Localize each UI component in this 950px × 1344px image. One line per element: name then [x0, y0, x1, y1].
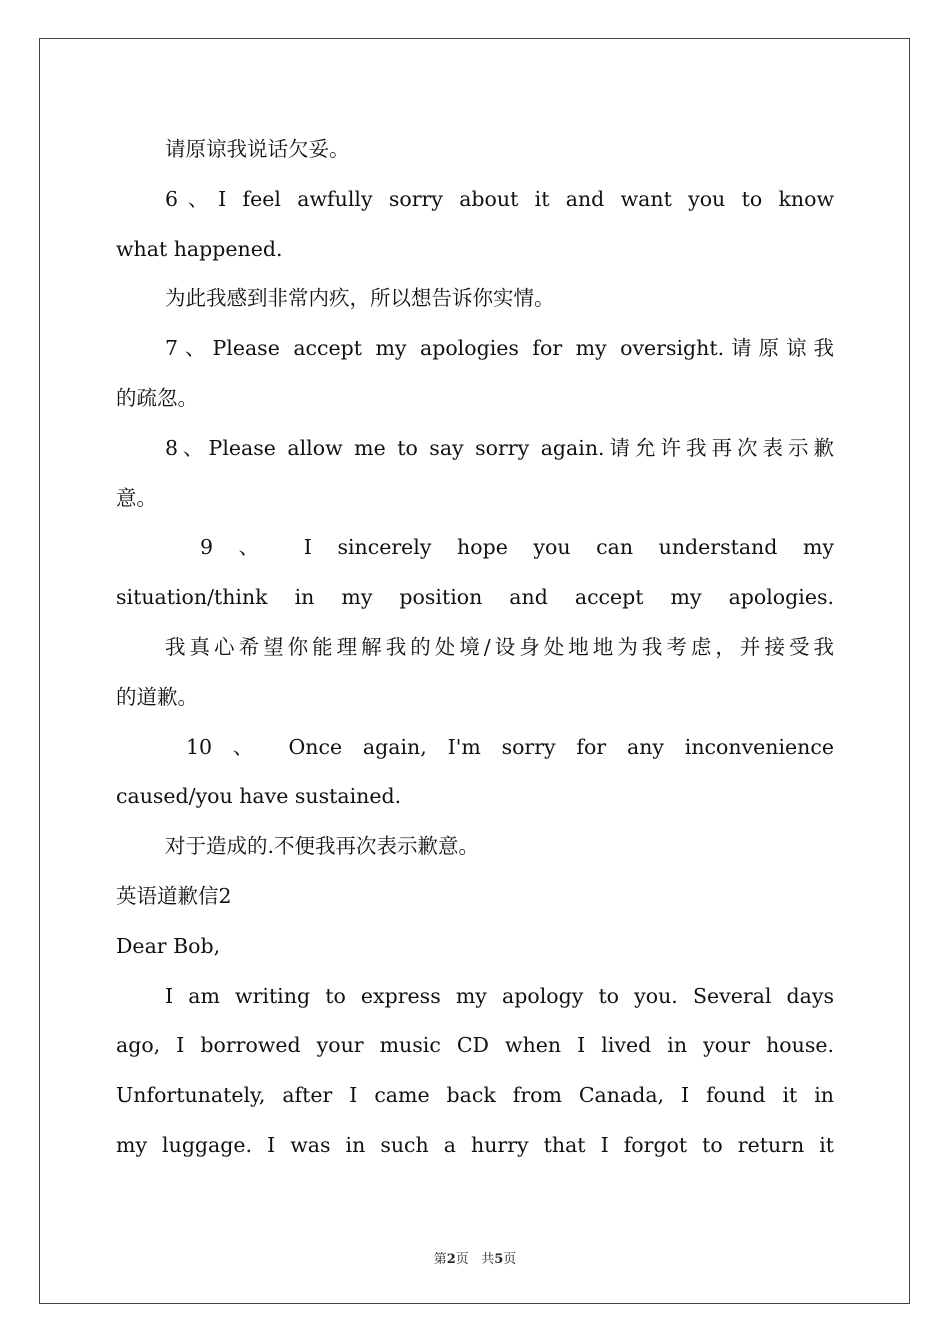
text-line: 为此我感到非常内疚，所以想告诉你实情。	[165, 286, 555, 311]
text-line: 我真心希望你能理解我的处境/设身处地地为我考虑，并接受我	[165, 634, 834, 659]
section-heading: 英语道歉信2	[116, 883, 232, 908]
text-line: 意。	[116, 485, 157, 510]
text-line: what happened.	[116, 236, 283, 261]
total-pages: 5	[494, 1252, 504, 1267]
salutation: Dear Bob,	[116, 933, 221, 958]
text-line: 7、Please accept my apologies for my oversight.请原谅我	[165, 336, 834, 361]
text-line: 9 、 I sincerely hope you can understand my	[200, 535, 834, 560]
text-line: my luggage. I was in such a hurry that I forgot to return it	[116, 1132, 834, 1157]
document-body	[116, 125, 834, 1171]
text-line: caused/you have sustained.	[116, 784, 402, 809]
total-prefix: 共	[481, 1252, 495, 1267]
text-line: Unfortunately, after I came back from Canada, I found it in	[116, 1083, 834, 1108]
page-prefix: 第	[433, 1252, 447, 1267]
text-line: 10 、 Once again, I'm sorry for any inconvenience	[186, 734, 834, 759]
text-line: 的道歉。	[116, 684, 198, 709]
total-suffix: 页	[503, 1252, 517, 1267]
text-line: 6、I feel awfully sorry about it and want you to know	[165, 186, 834, 211]
text-line: situation/think in my position and accept my apologies.	[116, 585, 834, 610]
text-line: 的疏忽。	[116, 385, 198, 410]
text-line: 8、Please allow me to say sorry again.请允许我再次表示歉	[165, 435, 834, 460]
page-suffix: 页	[455, 1252, 469, 1267]
page-number: 2	[446, 1252, 456, 1267]
text-line: 请原谅我说话欠妥。	[165, 137, 350, 161]
page-footer	[0, 1248, 950, 1267]
text-line: 对于造成的.不便我再次表示歉意。	[165, 834, 480, 859]
text-line: I am writing to express my apology to you. Several days	[165, 983, 834, 1008]
text-line: ago, I borrowed your music CD when I lived in your house.	[116, 1033, 834, 1058]
